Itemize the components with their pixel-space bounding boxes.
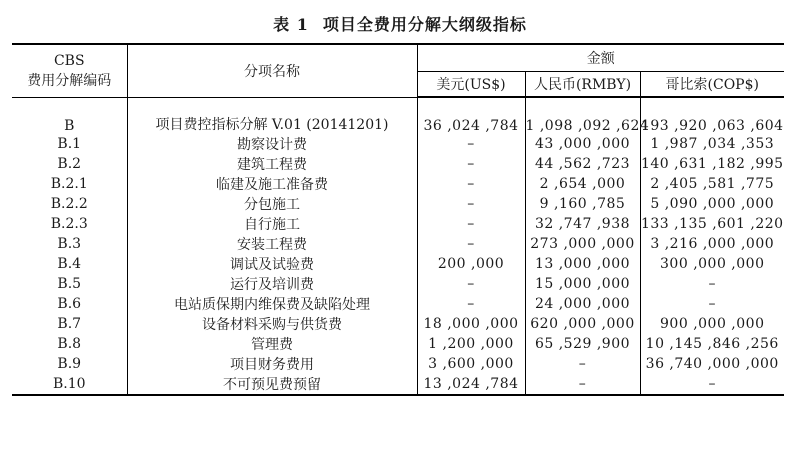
- item-name-cell: 安装工程费: [127, 234, 417, 254]
- cbs-code-cell: B.10: [12, 374, 127, 395]
- rmb-amount-cell: –: [525, 354, 640, 374]
- usd-amount-cell: 18 ,000 ,000: [417, 314, 525, 334]
- amount-header: 金额: [417, 44, 784, 72]
- table-row: [12, 98, 784, 135]
- cbs-code-cell: B.2.1: [50, 176, 88, 192]
- rmb-amount-cell: 620 ,000 ,000: [525, 314, 640, 334]
- table-number: 表 1: [273, 15, 309, 34]
- cbs-code-cell: B: [64, 118, 75, 134]
- item-name-cell: 临建及施工准备费: [127, 174, 417, 194]
- cop-amount-cell: 10 ,145 ,846 ,256: [640, 334, 784, 354]
- usd-amount-cell: 1 ,200 ,000: [417, 334, 525, 354]
- cop-amount-cell: –: [640, 374, 784, 395]
- cbs-code-cell: B.2.2: [50, 196, 88, 212]
- rmb-amount-cell: 15 ,000 ,000: [525, 274, 640, 294]
- cop-amount-cell: 3 ,216 ,000 ,000: [640, 234, 784, 254]
- rmb-amount-cell: –: [525, 374, 640, 395]
- rmb-header: 人民币(RMBY): [525, 72, 640, 97]
- usd-header: 美元(US$): [417, 72, 525, 97]
- rmb-amount-cell: 1 ,098 ,092 ,624: [525, 98, 640, 135]
- rmb-amount-cell: 9 ,160 ,785: [525, 194, 640, 214]
- cop-amount-cell: 900 ,000 ,000: [640, 314, 784, 334]
- usd-amount-cell: –: [417, 234, 525, 254]
- table-body: [12, 98, 784, 396]
- table-row: [12, 354, 784, 374]
- cop-amount-cell: 300 ,000 ,000: [640, 254, 784, 274]
- table-row: [12, 174, 784, 194]
- cbs-code-cell: B.2.3: [50, 216, 88, 232]
- cbs-code-cell: B.1: [57, 136, 82, 152]
- rmb-amount-cell: 43 ,000 ,000: [525, 134, 640, 154]
- table-row: [12, 214, 784, 234]
- table-row: [12, 374, 784, 395]
- usd-amount-cell: –: [417, 294, 525, 314]
- usd-amount-cell: 36 ,024 ,784: [417, 98, 525, 135]
- cop-amount-cell: 1 ,987 ,034 ,353: [640, 134, 784, 154]
- rmb-amount-cell: 32 ,747 ,938: [525, 214, 640, 234]
- cbs-code-cell: B.4: [57, 256, 82, 272]
- table-row: [12, 254, 784, 274]
- table-row: [12, 274, 784, 294]
- item-name-cell: 不可预见费预留: [127, 374, 417, 395]
- rmb-amount-cell: 65 ,529 ,900: [525, 334, 640, 354]
- cop-amount-cell: 36 ,740 ,000 ,000: [640, 354, 784, 374]
- item-name-cell: 自行施工: [127, 214, 417, 234]
- item-name-cell: 运行及培训费: [127, 274, 417, 294]
- cop-amount-cell: –: [640, 294, 784, 314]
- cbs-code-cell: B.5: [57, 276, 82, 292]
- table-title: 项目全费用分解大纲级指标: [322, 15, 527, 34]
- cop-amount-cell: 140 ,631 ,182 ,995: [640, 156, 784, 172]
- cop-amount-cell: 5 ,090 ,000 ,000: [640, 194, 784, 214]
- cop-amount-cell: 133 ,135 ,601 ,220: [640, 216, 784, 232]
- item-name-cell: 分包施工: [127, 194, 417, 214]
- cbs-code-cell: B.6: [57, 296, 82, 312]
- usd-amount-cell: –: [417, 274, 525, 294]
- item-name-cell: 项目费控指标分解 V.01 (20141201): [127, 98, 417, 135]
- item-name-cell: 管理费: [127, 334, 417, 354]
- cbs-code-cell: B.9: [57, 356, 82, 372]
- table-row: [12, 134, 784, 154]
- item-name-cell: 勘察设计费: [127, 134, 417, 154]
- cbs-code-cell: B.7: [57, 316, 82, 332]
- table-row: [12, 234, 784, 254]
- usd-amount-cell: –: [417, 154, 525, 174]
- usd-amount-cell: –: [417, 214, 525, 234]
- table-row: [12, 314, 784, 334]
- cbs-code-cell: B.8: [57, 336, 82, 352]
- cop-amount-cell: 2 ,405 ,581 ,775: [640, 174, 784, 194]
- rmb-amount-cell: 13 ,000 ,000: [525, 254, 640, 274]
- usd-amount-cell: –: [417, 174, 525, 194]
- rmb-amount-cell: 273 ,000 ,000: [525, 234, 640, 254]
- cbs-code-cell: B.3: [57, 236, 82, 252]
- table-caption: [0, 12, 800, 35]
- item-name-cell: 电站质保期内维保费及缺陷处理: [127, 294, 417, 314]
- usd-amount-cell: –: [417, 134, 525, 154]
- usd-amount-cell: 13 ,024 ,784: [417, 374, 525, 395]
- rmb-amount-cell: 24 ,000 ,000: [525, 294, 640, 314]
- usd-amount-cell: –: [417, 194, 525, 214]
- item-name-cell: 项目财务费用: [127, 354, 417, 374]
- cop-amount-cell: –: [640, 274, 784, 294]
- cop-amount-cell: 193 ,920 ,063 ,604: [640, 98, 784, 135]
- usd-amount-cell: 3 ,600 ,000: [417, 354, 525, 374]
- cbs-code-header: CBS 费用分解编码: [12, 44, 127, 97]
- table-row: [12, 194, 784, 214]
- item-name-cell: 建筑工程费: [127, 154, 417, 174]
- item-name-header: 分项名称: [127, 44, 417, 97]
- cbs-code-cell: B.2: [57, 156, 82, 172]
- usd-amount-cell: 200 ,000: [417, 254, 525, 274]
- item-name-cell: 调试及试验费: [127, 254, 417, 274]
- rmb-amount-cell: 2 ,654 ,000: [525, 174, 640, 194]
- item-name-cell: 设备材料采购与供货费: [127, 314, 417, 334]
- table-row: [12, 154, 784, 174]
- rmb-amount-cell: 44 ,562 ,723: [525, 154, 640, 174]
- cost-breakdown-table: [12, 43, 784, 396]
- table-row: [12, 334, 784, 354]
- cop-header: 哥比索(COP$): [640, 72, 784, 97]
- table-row: [12, 294, 784, 314]
